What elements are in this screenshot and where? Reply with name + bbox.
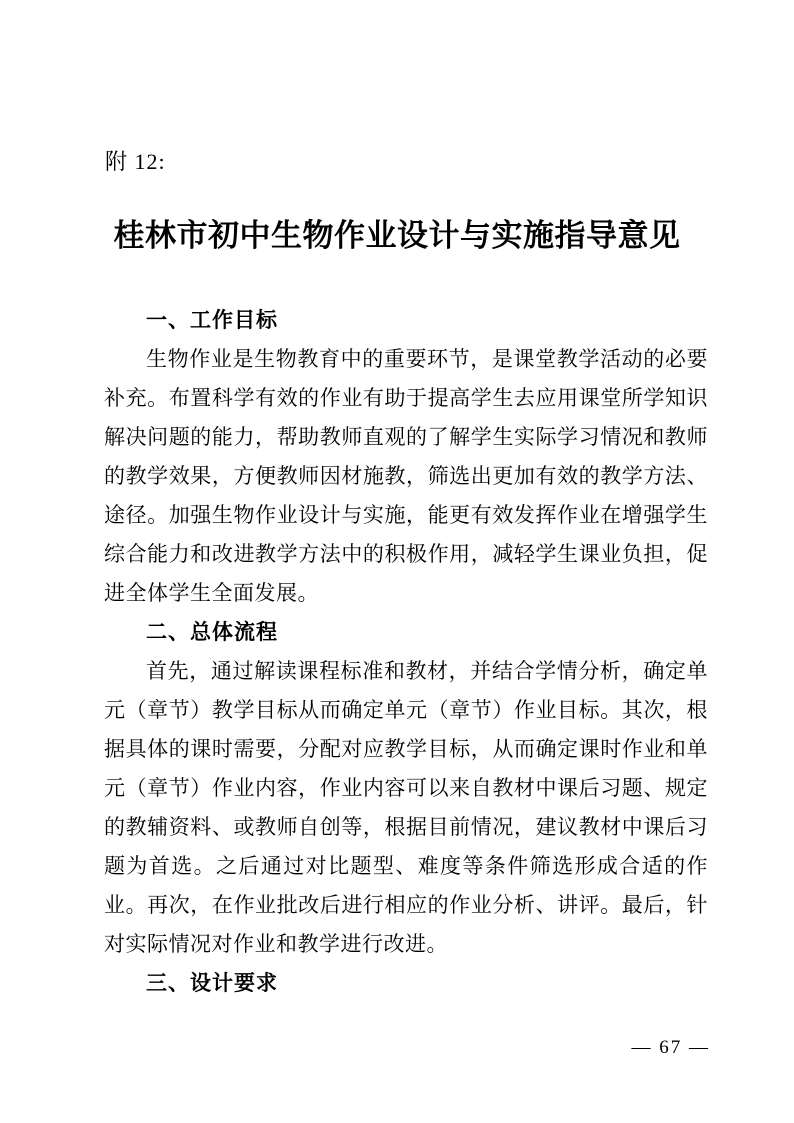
document-body <box>104 301 708 1003</box>
section-overall-process-paragraph: 首先，通过解读课程标准和教材，并结合学情分析，确定单元（章节）教学目标从而确定单元（章节）作业目标。其次，根据具体的课时需要，分配对应教学目标，从而确定课时作业和单元（章节）作业内容，作业内容可以来自教材中课后习题、规定的教辅资料、或教师自创等，根据目前情况，建议教材中课后习题为首选。之后通过对比题型、难度等条件筛选形成合适的作业。再次，在作业批改后进行相应的作业分析、讲评。最后，针对实际情况对作业和教学进行改进。 <box>104 659 708 956</box>
section-heading-overall-process: 二、总体流程 <box>146 621 278 644</box>
section-heading-design-requirements: 三、设计要求 <box>146 972 278 995</box>
page-number: — 67 — <box>631 1037 710 1058</box>
section-work-goals-paragraph: 生物作业是生物教育中的重要环节，是课堂教学活动的必要补充。布置科学有效的作业有助于提高学生去应用课堂所学知识解决问题的能力，帮助教师直观的了解学生实际学习情况和教师的教学效果，方便教师因材施教，筛选出更加有效的教学方法、途径。加强生物作业设计与实施，能更有效发挥作业在增强学生综合能力和改进教学方法中的积极作用，减轻学生课业负担，促进全体学生全面发展。 <box>104 347 708 605</box>
document-title: 桂林市初中生物作业设计与实施指导意见 <box>113 218 681 253</box>
section-heading-work-goals: 一、工作目标 <box>146 309 278 332</box>
attachment-label: 附 12: <box>105 149 166 174</box>
